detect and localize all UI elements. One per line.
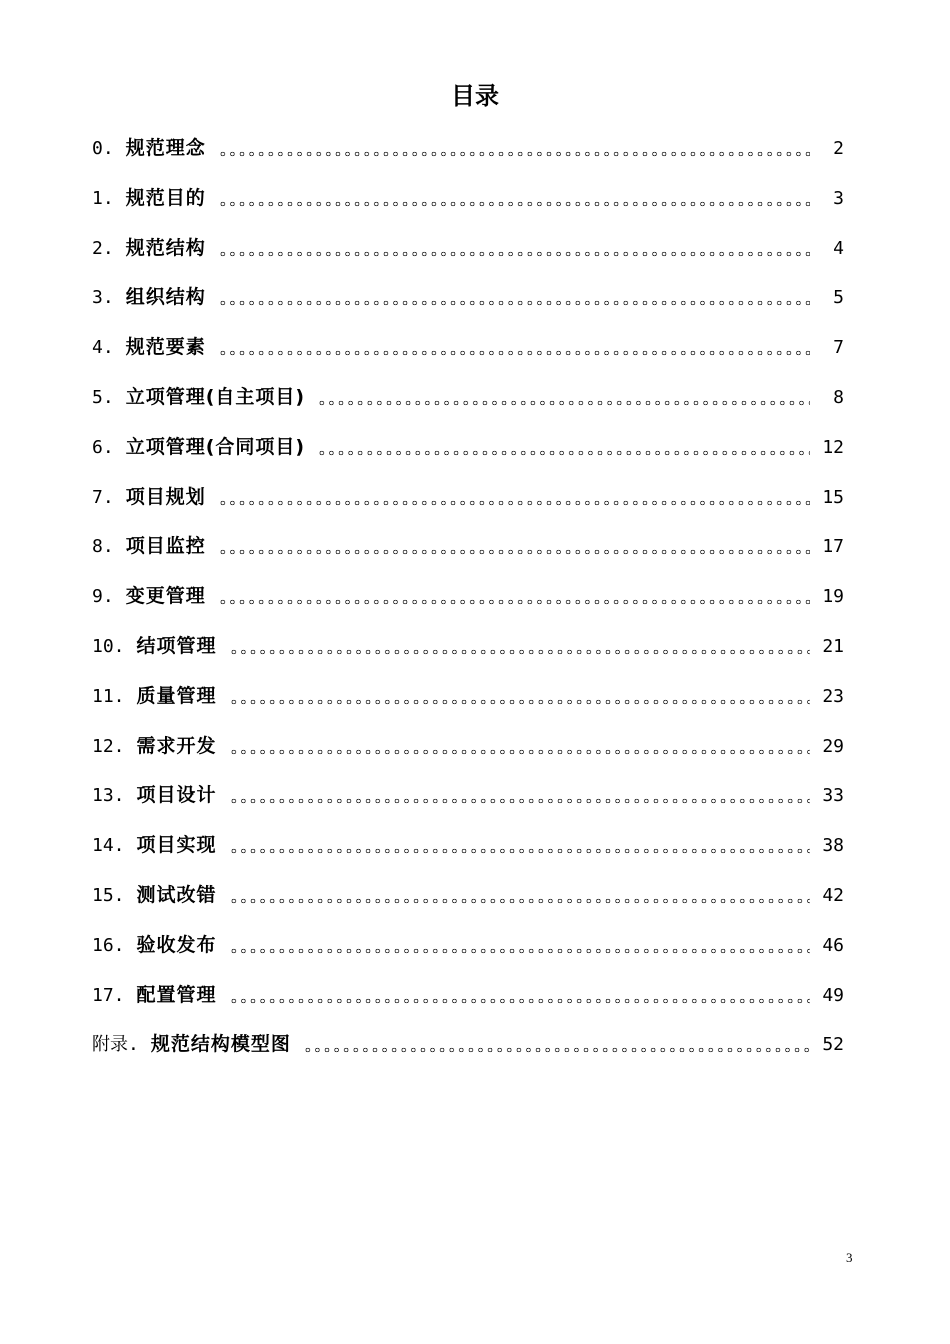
toc-entry-title: 立项管理(合同项目) (125, 435, 306, 458)
toc-dot-leader (218, 572, 810, 622)
toc-entry-number: 9. (92, 586, 114, 608)
toc-entry[interactable] (92, 871, 844, 921)
toc-entry[interactable] (92, 722, 844, 772)
table-of-contents (92, 124, 844, 1070)
toc-entry-title: 规范理念 (125, 137, 206, 159)
toc-entry[interactable] (92, 423, 844, 473)
toc-entry-title: 组织结构 (125, 286, 206, 309)
toc-entry-page: 23 (822, 685, 844, 707)
toc-entry-title: 规范要素 (125, 336, 206, 359)
toc-entry[interactable] (92, 323, 844, 373)
toc-entry[interactable] (92, 622, 844, 672)
toc-entry-title: 项目规划 (125, 485, 206, 508)
toc-entry[interactable] (92, 522, 844, 572)
toc-entry[interactable] (92, 971, 844, 1021)
toc-entry-number: 15. (92, 884, 125, 906)
toc-dot-leader (229, 722, 810, 772)
toc-dot-leader (218, 522, 810, 572)
toc-entry-number: 6. (92, 436, 114, 458)
toc-entry-title: 验收发布 (136, 933, 217, 956)
toc-entry-page: 5 (833, 287, 844, 309)
toc-entry-title: 立项管理(自主项目) (125, 385, 306, 408)
toc-dot-leader (218, 323, 810, 373)
toc-entry-number: 4. (92, 337, 114, 359)
toc-entry[interactable] (92, 921, 844, 971)
toc-entry-title: 项目实现 (136, 834, 217, 857)
toc-entry-number: 3. (92, 287, 114, 309)
toc-entry-page: 7 (833, 337, 844, 359)
toc-entry-number: 13. (92, 785, 125, 807)
toc-entry-page: 33 (822, 785, 844, 807)
toc-entry-number: 17. (92, 984, 125, 1006)
toc-entry-title: 结项管理 (136, 634, 217, 657)
toc-entry-number: 5. (92, 386, 114, 408)
toc-entry-number: 12. (92, 735, 125, 757)
toc-entry-page: 2 (833, 138, 844, 159)
toc-entry-number: 附录. (92, 1034, 139, 1056)
toc-entry-title: 项目监控 (125, 535, 206, 558)
toc-dot-leader (303, 1020, 810, 1070)
toc-dot-leader (218, 273, 810, 323)
toc-entry-number: 1. (92, 187, 114, 209)
toc-entry-page: 42 (822, 884, 844, 906)
page-title: 目录 (451, 82, 499, 110)
toc-entry[interactable] (92, 771, 844, 821)
toc-dot-leader (218, 224, 810, 274)
toc-dot-leader (229, 921, 810, 971)
toc-entry-title: 项目设计 (136, 784, 217, 807)
toc-entry-page: 15 (822, 486, 844, 508)
toc-entry[interactable] (92, 1020, 844, 1070)
toc-entry[interactable] (92, 473, 844, 523)
toc-entry-number: 10. (92, 635, 125, 657)
toc-entry-page: 8 (833, 386, 844, 408)
toc-entry-number: 14. (92, 835, 125, 857)
toc-entry-number: 16. (92, 934, 125, 956)
toc-entry-page: 3 (833, 187, 844, 209)
toc-entry[interactable] (92, 174, 844, 224)
toc-entry-title: 规范目的 (125, 186, 206, 209)
toc-entry-number: 7. (92, 486, 114, 508)
toc-entry-number: 11. (92, 685, 125, 707)
toc-entry[interactable] (92, 124, 844, 174)
toc-entry-page: 4 (833, 237, 844, 259)
toc-entry[interactable] (92, 273, 844, 323)
toc-entry-title: 规范结构模型图 (150, 1033, 291, 1056)
toc-entry[interactable] (92, 572, 844, 622)
page-number: 3 (846, 1250, 853, 1265)
toc-entry-page: 52 (822, 1034, 844, 1056)
toc-entry-page: 29 (822, 735, 844, 757)
toc-entry-title: 规范结构 (125, 236, 206, 259)
toc-entry-title: 测试改错 (136, 883, 217, 906)
toc-dot-leader (218, 124, 810, 174)
toc-dot-leader (229, 622, 810, 672)
toc-entry-title: 配置管理 (136, 983, 217, 1006)
toc-entry[interactable] (92, 672, 844, 722)
toc-entry-number: 0. (92, 138, 114, 159)
toc-entry-page: 38 (822, 835, 844, 857)
toc-entry-page: 19 (822, 586, 844, 608)
toc-entry-page: 12 (822, 436, 844, 458)
toc-entry-page: 46 (822, 934, 844, 956)
toc-entry-title: 质量管理 (136, 684, 217, 707)
toc-dot-leader (317, 373, 810, 423)
toc-entry-title: 变更管理 (125, 585, 206, 608)
toc-dot-leader (229, 971, 810, 1021)
toc-entry-number: 8. (92, 536, 114, 558)
toc-entry-page: 21 (822, 635, 844, 657)
toc-dot-leader (229, 821, 810, 871)
toc-entry-page: 49 (822, 984, 844, 1006)
toc-dot-leader (218, 174, 810, 224)
toc-dot-leader (218, 473, 810, 523)
toc-entry-page: 17 (822, 536, 844, 558)
toc-dot-leader (229, 871, 810, 921)
toc-entry[interactable] (92, 821, 844, 871)
toc-dot-leader (317, 423, 810, 473)
toc-dot-leader (229, 672, 810, 722)
toc-entry[interactable] (92, 224, 844, 274)
toc-entry-title: 需求开发 (136, 734, 217, 757)
toc-entry[interactable] (92, 373, 844, 423)
toc-dot-leader (229, 771, 810, 821)
toc-entry-number: 2. (92, 237, 114, 259)
